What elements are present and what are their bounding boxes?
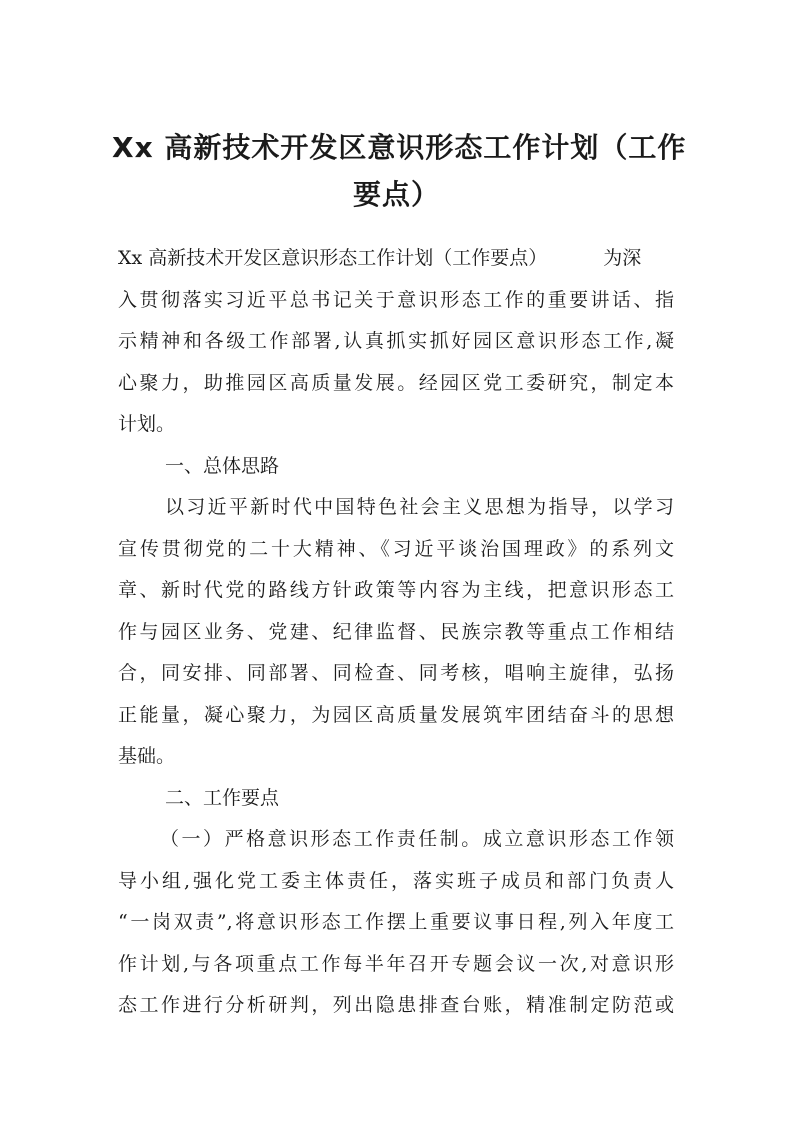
section-1-line: 章、新时代党的路线方针政策等内容为主线，把意识形态工 bbox=[118, 579, 674, 601]
section-1-line: 以习近平新时代中国特色社会主义思想为指导，以学习 bbox=[165, 496, 674, 518]
document-body bbox=[118, 238, 674, 1027]
document-title-line-1: Xx 高新技术开发区意识形态工作计划（工作 bbox=[112, 131, 687, 164]
intro-line: 示精神和各级工作部署,认真抓实抓好园区意识形态工作,凝 bbox=[118, 330, 674, 352]
intro-lead-tail: 为深 bbox=[603, 247, 642, 269]
section-1-line: 基础。 bbox=[118, 745, 176, 767]
section-2-line: “一岗双责”,将意识形态工作摆上重要议事日程,列入年度工 bbox=[118, 911, 674, 933]
intro-line: 入贯彻落实习近平总书记关于意识形态工作的重要讲话、指 bbox=[118, 288, 674, 311]
section-2-line: 作计划,与各项重点工作每半年召开专题会议一次,对意识形 bbox=[118, 952, 674, 975]
section-2-heading: 二、工作要点 bbox=[165, 786, 280, 809]
section-2-line: 态工作进行分析研判，列出隐患排查台账，精准制定防范或 bbox=[118, 994, 674, 1016]
intro-line: 计划。 bbox=[118, 413, 176, 435]
section-1-line: 宣传贯彻党的二十大精神、《习近平谈治国理政》的系列文 bbox=[118, 537, 674, 560]
section-1-heading: 一、总体思路 bbox=[165, 454, 280, 477]
section-1-line: 合，同安排、同部署、同检查、同考核，唱响主旋律，弘扬 bbox=[118, 662, 674, 684]
section-2-line: （一）严格意识形态工作责任制。成立意识形态工作领 bbox=[160, 828, 674, 850]
intro-lead: Xx 高新技术开发区意识形态工作计划（工作要点） bbox=[118, 247, 548, 269]
intro-line bbox=[118, 238, 674, 280]
section-2-line: 导小组,强化党工委主体责任，落实班子成员和部门负责人 bbox=[118, 869, 674, 892]
section-1-line: 作与园区业务、党建、纪律监督、民族宗教等重点工作相结 bbox=[118, 620, 674, 643]
intro-line: 心聚力，助推园区高质量发展。经园区党工委研究，制定本 bbox=[118, 371, 674, 394]
document-title-line-2: 要点） bbox=[352, 178, 440, 211]
section-1-line: 正能量，凝心聚力，为园区高质量发展筑牢团结奋斗的思想 bbox=[118, 703, 674, 726]
